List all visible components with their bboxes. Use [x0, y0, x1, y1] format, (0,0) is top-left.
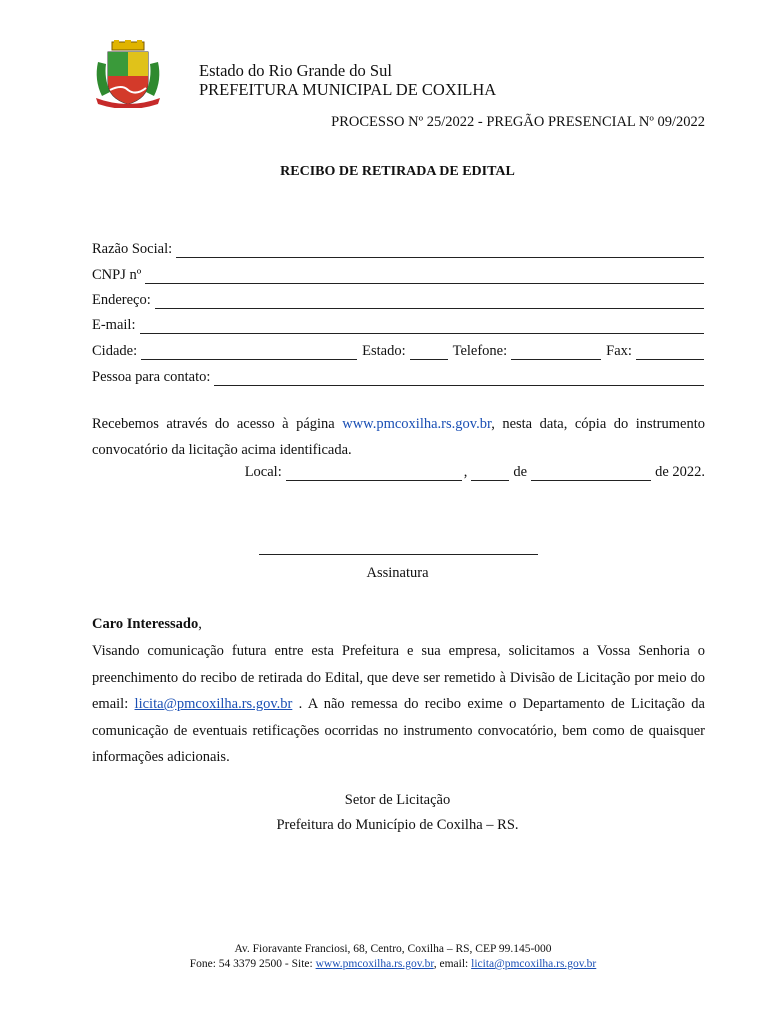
cidade-row[interactable] — [92, 340, 704, 360]
footer-site-link[interactable]: www.pmcoxilha.rs.gov.br — [315, 958, 434, 970]
receipt-text-1: Recebemos através do acesso à página — [92, 416, 343, 432]
local-blank[interactable] — [286, 466, 462, 481]
local-label: Local: — [244, 464, 282, 480]
website-link[interactable]: www.pmcoxilha.rs.gov.br — [342, 416, 492, 432]
receipt-paragraph — [92, 411, 705, 463]
telefone-blank[interactable] — [511, 345, 601, 360]
greeting-punct: , — [198, 616, 202, 632]
signature-line[interactable] — [259, 554, 538, 555]
cidade-label: Cidade: — [92, 343, 138, 359]
sector-name: Setor de Licitação — [344, 792, 451, 808]
municipality-name: Prefeitura do Município de Coxilha – RS. — [276, 817, 519, 833]
footer-contact — [0, 958, 770, 970]
pessoa-contato-label: Pessoa para contato: — [92, 369, 211, 385]
footer-email-link[interactable]: licita@pmcoxilha.rs.gov.br — [471, 958, 597, 970]
de-label-2: de 2022. — [655, 464, 705, 480]
notice-text-2: . A não remessa do recibo exime o Departamento de Licitação da comunicação de eventuais retificações ocorridas no instrumento convocatório, bem como de quaisquer informações adicionais. — [92, 696, 705, 765]
document-title: RECIBO DE RETIRADA DE EDITAL — [280, 164, 515, 179]
greeting — [92, 616, 202, 633]
razao-social-blank[interactable] — [176, 243, 704, 258]
receipt-text-2: , nesta data, cópia do instrumento convocatório da licitação acima identificada. — [92, 416, 705, 458]
endereco-field[interactable] — [92, 289, 704, 309]
city-hall-name: PREFEITURA MUNICIPAL DE COXILHA — [199, 80, 497, 99]
municipal-coat-of-arms-icon — [92, 40, 164, 108]
de-label-1: de — [513, 464, 528, 480]
telefone-label: Telefone: — [452, 343, 508, 359]
estado-blank[interactable] — [410, 345, 448, 360]
pessoa-contato-field[interactable] — [92, 366, 704, 386]
cidade-blank[interactable] — [141, 345, 357, 360]
month-blank[interactable] — [531, 466, 651, 481]
local-date-line — [245, 464, 705, 481]
notice-text-1: Visando comunicação futura entre esta Prefeitura e sua empresa, solicitamos a Vossa Senhoria o preenchimento do recibo de retirada do Edital, que deve ser remetido à Divisão de Licitação por meio do email: — [92, 643, 705, 712]
fax-label: Fax: — [606, 343, 632, 359]
signature-label: Assinatura — [366, 565, 429, 581]
footer-phone: Fone: 54 3379 2500 - Site: — [189, 958, 316, 970]
endereco-label: Endereço: — [92, 292, 151, 308]
day-blank[interactable] — [471, 466, 509, 481]
email-blank[interactable] — [140, 319, 705, 334]
process-number: PROCESSO Nº 25/2022 - PREGÃO PRESENCIAL Nº 09/2022 — [331, 114, 705, 130]
email-field[interactable] — [92, 314, 704, 334]
local-comma: , — [463, 464, 468, 480]
state-name: Estado do Rio Grande do Sul — [199, 61, 392, 80]
razao-social-label: Razão Social: — [92, 241, 173, 257]
endereco-blank[interactable] — [155, 294, 704, 309]
footer-email-label: , email: — [433, 958, 472, 970]
notice-paragraph — [92, 638, 705, 771]
cnpj-blank[interactable] — [145, 269, 704, 284]
cnpj-field[interactable] — [92, 264, 704, 284]
cnpj-label: CNPJ nº — [92, 267, 142, 283]
email-label: E-mail: — [92, 317, 136, 333]
notice-email-link[interactable]: licita@pmcoxilha.rs.gov.br — [134, 696, 293, 712]
fax-blank[interactable] — [636, 345, 704, 360]
footer-address: Av. Fioravante Franciosi, 68, Centro, Coxilha – RS, CEP 99.145-000 — [234, 943, 552, 955]
greeting-text: Caro Interessado — [92, 616, 199, 632]
razao-social-field[interactable] — [92, 238, 704, 258]
pessoa-contato-blank[interactable] — [214, 371, 704, 386]
estado-label: Estado: — [362, 343, 406, 359]
